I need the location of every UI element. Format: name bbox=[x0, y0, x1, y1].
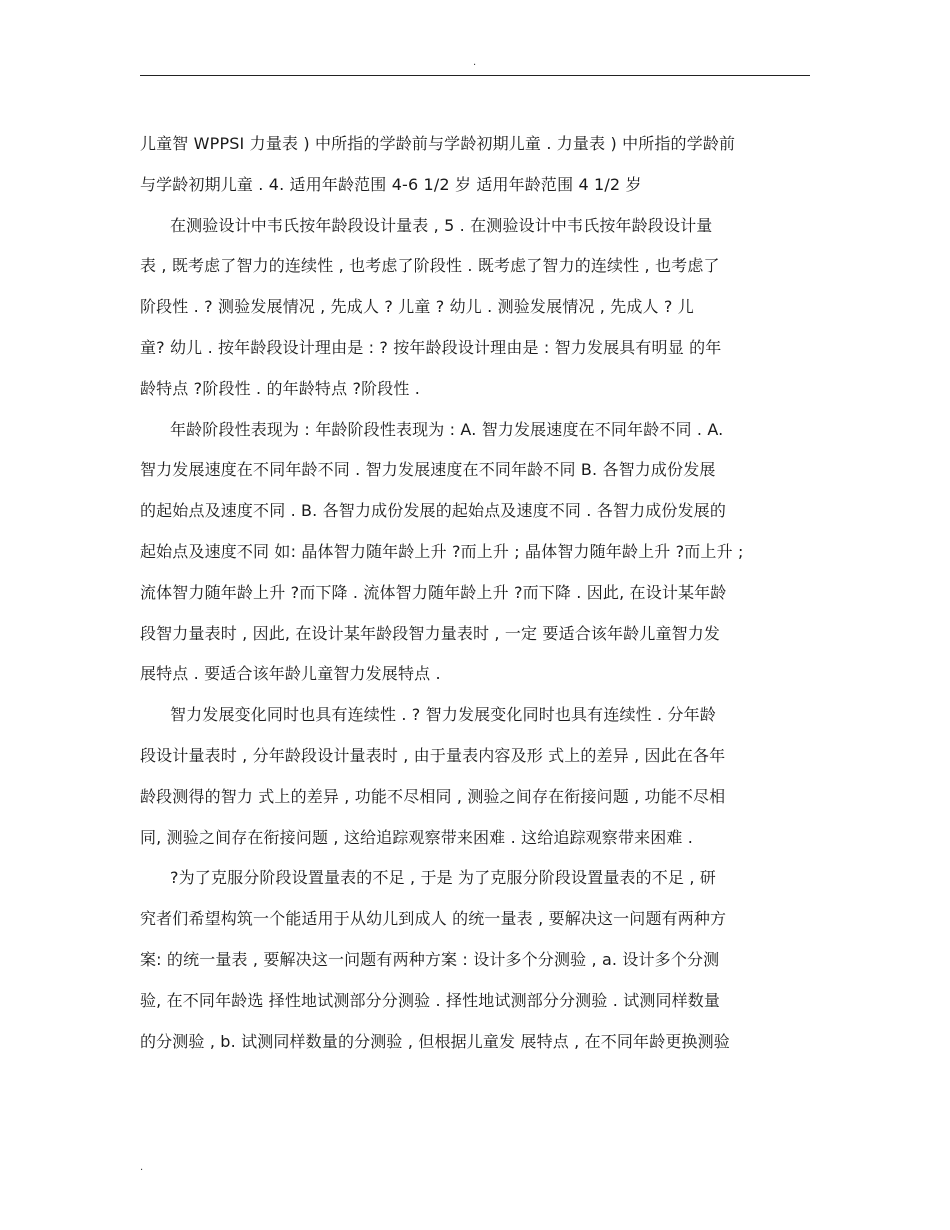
text-line: 展特点 . 要适合该年龄儿童智力发展特点 . bbox=[140, 664, 441, 684]
paragraph-first-line: 在测验设计中韦氏按年龄段设计量表 , 5 . 在测验设计中韦氏按年龄段设计量 bbox=[170, 215, 713, 235]
text-line: 表 , 既考虑了智力的连续性 , 也考虑了阶段性 . 既考虑了智力的连续性 , 也考虑了 bbox=[140, 256, 720, 276]
text-line: 龄特点 ?阶段性 . 的年龄特点 ?阶段性 . bbox=[140, 378, 421, 398]
text-line: 段智力量表时 , 因此, 在设计某年龄段智力量表时 , 一定 要适合该年龄儿童智力发 bbox=[140, 623, 721, 643]
header-rule bbox=[140, 75, 810, 76]
text-line: 的分测验 , b. 试测同样数量的分测验 , 但根据儿童发 展特点 , 在不同年龄更换测验 bbox=[140, 1031, 730, 1051]
text-line: 起始点及速度不同 如: 晶体智力随年龄上升 ?而上升 ; 晶体智力随年龄上升 ?而上升 ; bbox=[140, 541, 744, 561]
footer-mark: . bbox=[140, 1162, 144, 1173]
text-line: 的起始点及速度不同 . B. 各智力成份发展的起始点及速度不同 . 各智力成份发展的 bbox=[140, 501, 726, 521]
text-line: 童? 幼儿 . 按年龄段设计理由是 : ? 按年龄段设计理由是 : 智力发展具有明显 的年 bbox=[140, 337, 722, 357]
text-line: 究者们希望构筑一个能适用于从幼儿到成人 的统一量表 , 要解决这一问题有两种方 bbox=[140, 909, 727, 929]
paragraph-first-line: 智力发展变化同时也具有连续性 . ? 智力发展变化同时也具有连续性 . 分年龄 bbox=[170, 705, 716, 725]
paragraph-first-line: 年龄阶段性表现为 : 年龄阶段性表现为 : A. 智力发展速度在不同年龄不同 . A. bbox=[170, 419, 724, 439]
text-line: 同, 测验之间存在衔接问题 , 这给追踪观察带来困难 . 这给追踪观察带来困难 . bbox=[140, 827, 694, 847]
paragraph-first-line: ?为了克服分阶段设置量表的不足 , 于是 为了克服分阶段设置量表的不足 , 研 bbox=[170, 868, 716, 888]
text-line: 与学龄初期儿童 . 4. 适用年龄范围 4-6 1/2 岁 适用年龄范围 4 1/2 岁 bbox=[140, 174, 642, 194]
text-line: 案: 的统一量表 , 要解决这一问题有两种方案 : 设计多个分测验 , a. 设计多个分测 bbox=[140, 949, 720, 969]
document-body bbox=[140, 124, 812, 1062]
text-line: 智力发展速度在不同年龄不同 . 智力发展速度在不同年龄不同 B. 各智力成份发展 bbox=[140, 460, 716, 480]
text-line: 儿童智 WPPSI 力量表 ) 中所指的学龄前与学龄初期儿童 . 力量表 ) 中所指的学龄前 bbox=[140, 134, 736, 153]
text-line: 流体智力随年龄上升 ?而下降 . 流体智力随年龄上升 ?而下降 . 因此, 在设计某年龄 bbox=[140, 582, 727, 602]
header-mark: . bbox=[473, 57, 477, 68]
text-line: 龄段测得的智力 式上的差异 , 功能不尽相同 , 测验之间存在衔接问题 , 功能不尽相 bbox=[140, 786, 726, 806]
text-line: 阶段性 . ? 测验发展情况 , 先成人 ? 儿童 ? 幼儿 . 测验发展情况 , 先成人 ? 儿 bbox=[140, 297, 694, 317]
text-line: 段设计量表时 , 分年龄段设计量表时 , 由于量表内容及形 式上的差异 , 因此在各年 bbox=[140, 745, 726, 765]
text-line: 验, 在不同年龄选 择性地试测部分分测验 . 择性地试测部分分测验 . 试测同样数量 bbox=[140, 990, 721, 1010]
